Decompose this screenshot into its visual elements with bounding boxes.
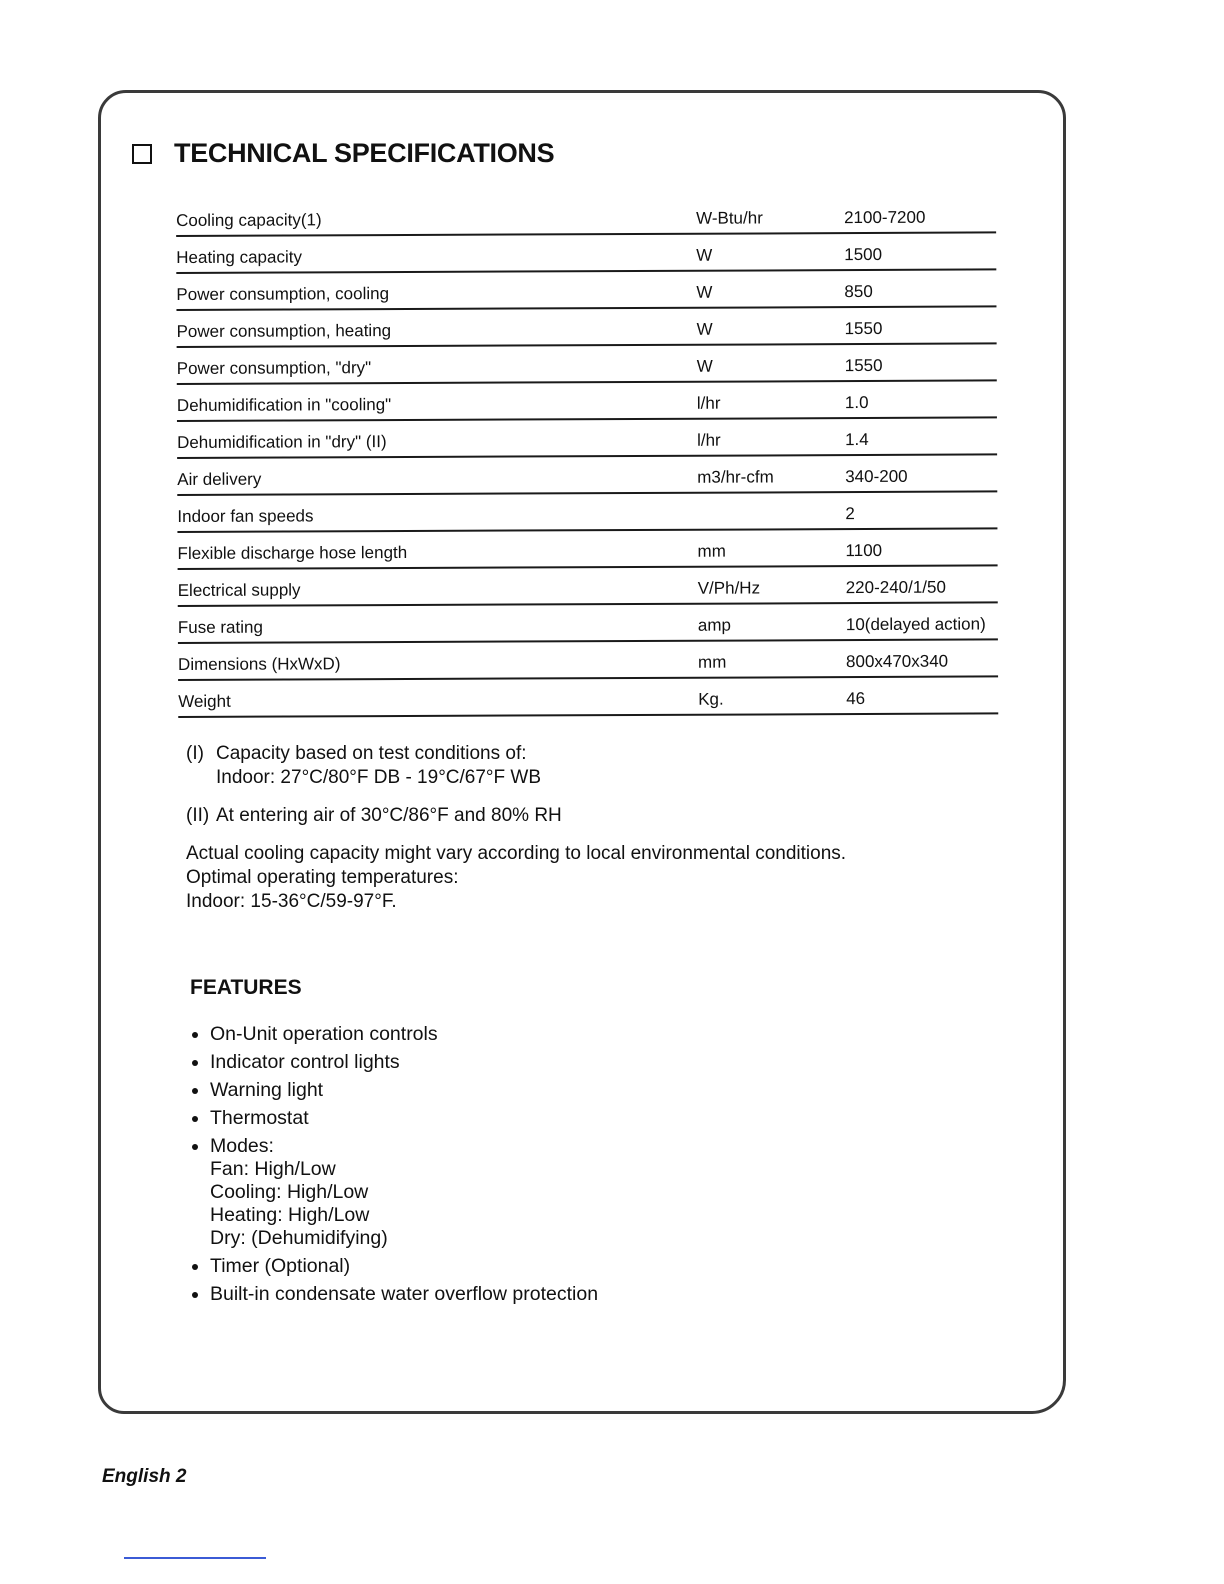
feature-item: Warning light [188,1078,888,1102]
feature-item: Built-in condensate water overflow protection [188,1282,888,1306]
note-1-line-2: Indoor: 27°C/80°F DB - 19°C/67°F WB [216,767,542,788]
spec-unit: l/hr [696,393,721,413]
feature-item: On-Unit operation controls [188,1022,888,1046]
spec-value: 46 [846,688,866,709]
spec-unit: W [696,356,713,376]
spec-unit: mm [697,541,726,561]
spec-value: 1550 [844,355,883,376]
spec-label: Air delivery [177,469,262,489]
spec-label: Fuse rating [177,617,263,637]
spec-label: Indoor fan speeds [177,506,314,526]
spec-value: 800x470x340 [845,651,949,672]
notes-block [186,742,946,914]
spec-label: Power consumption, "dry" [176,358,372,378]
actual-capacity-note: Actual cooling capacity might vary according to local environmental conditions. [186,843,847,864]
note-2 [186,804,946,828]
spec-label: Dehumidification in "cooling" [176,395,392,415]
checkbox-icon [132,144,152,164]
spec-row [176,198,996,237]
spec-label: Dehumidification in "dry" (II) [177,432,387,452]
note-2-text: At entering air of 30°C/86°F and 80% RH [216,805,562,826]
note-1-line-1: Capacity based on test conditions of: [216,743,527,764]
spec-unit: W [696,282,713,302]
optimal-temperatures-label: Optimal operating temperatures: [186,867,459,888]
feature-item: Indicator control lights [188,1050,888,1074]
spec-row [177,531,997,570]
spec-unit: m3/hr-cfm [697,467,774,487]
spec-unit: l/hr [697,430,721,450]
features-title: FEATURES [190,976,302,999]
spec-row [176,235,996,274]
spec-value: 850 [844,281,873,302]
modes-label: Modes: [210,1135,274,1157]
spec-unit: amp [697,615,731,635]
mode-heating: Heating: High/Low [210,1204,370,1226]
spec-value: 2 [845,504,855,524]
spec-row [178,642,998,681]
spec-unit: mm [697,652,727,672]
spec-row [177,383,997,422]
spec-value: 340-200 [845,466,908,487]
section-heading [132,138,554,169]
feature-item-modes [188,1134,888,1250]
spec-row [176,309,996,348]
spec-label: Power consumption, cooling [176,284,390,304]
spec-unit: V/Ph/Hz [697,578,761,598]
spec-unit: Kg. [698,689,724,709]
spec-unit: W [696,319,713,339]
spec-label: Electrical supply [177,580,301,600]
spec-row [177,457,997,496]
spec-unit: W [696,245,713,265]
spec-row [176,272,996,311]
spec-value: 1.0 [844,392,869,413]
spec-value: 220-240/1/50 [845,577,946,598]
spec-row [177,494,997,533]
spec-label: Dimensions (HxWxD) [177,654,341,674]
spec-label: Weight [178,691,231,711]
page-footer: English 2 [102,1466,187,1487]
mode-dry: Dry: (Dehumidifying) [210,1227,388,1249]
spec-value: 1100 [845,540,883,561]
feature-list [188,1022,888,1306]
spec-value: 10(delayed action) [845,614,986,635]
spec-label: Cooling capacity(1) [176,210,322,230]
mode-fan: Fan: High/Low [210,1158,336,1180]
spec-row [177,346,997,385]
note-2-mark: (II) [186,805,210,826]
spec-value: 1550 [844,318,883,339]
spec-label: Power consumption, heating [176,321,392,341]
features-section [188,976,888,1310]
spec-row [178,568,998,607]
feature-item: Timer (Optional) [188,1254,888,1278]
spec-label: Flexible discharge hose length [177,542,408,563]
footer-rule [124,1557,266,1559]
spec-value: 2100-7200 [844,207,926,228]
spec-value: 1500 [844,244,883,265]
note-1-mark: (I) [186,743,204,764]
spec-table [176,198,998,720]
spec-label: Heating capacity [176,247,302,267]
spec-row [177,420,997,459]
spec-row [178,605,998,644]
feature-item: Thermostat [188,1106,888,1130]
spec-value: 1.4 [845,429,869,450]
page-title: TECHNICAL SPECIFICATIONS [174,138,555,168]
spec-row [178,679,998,718]
indoor-temperature-range: Indoor: 15-36°C/59-97°F. [186,891,397,912]
note-1 [186,742,946,766]
spec-unit: W-Btu/hr [696,208,763,228]
mode-cooling: Cooling: High/Low [210,1181,369,1203]
